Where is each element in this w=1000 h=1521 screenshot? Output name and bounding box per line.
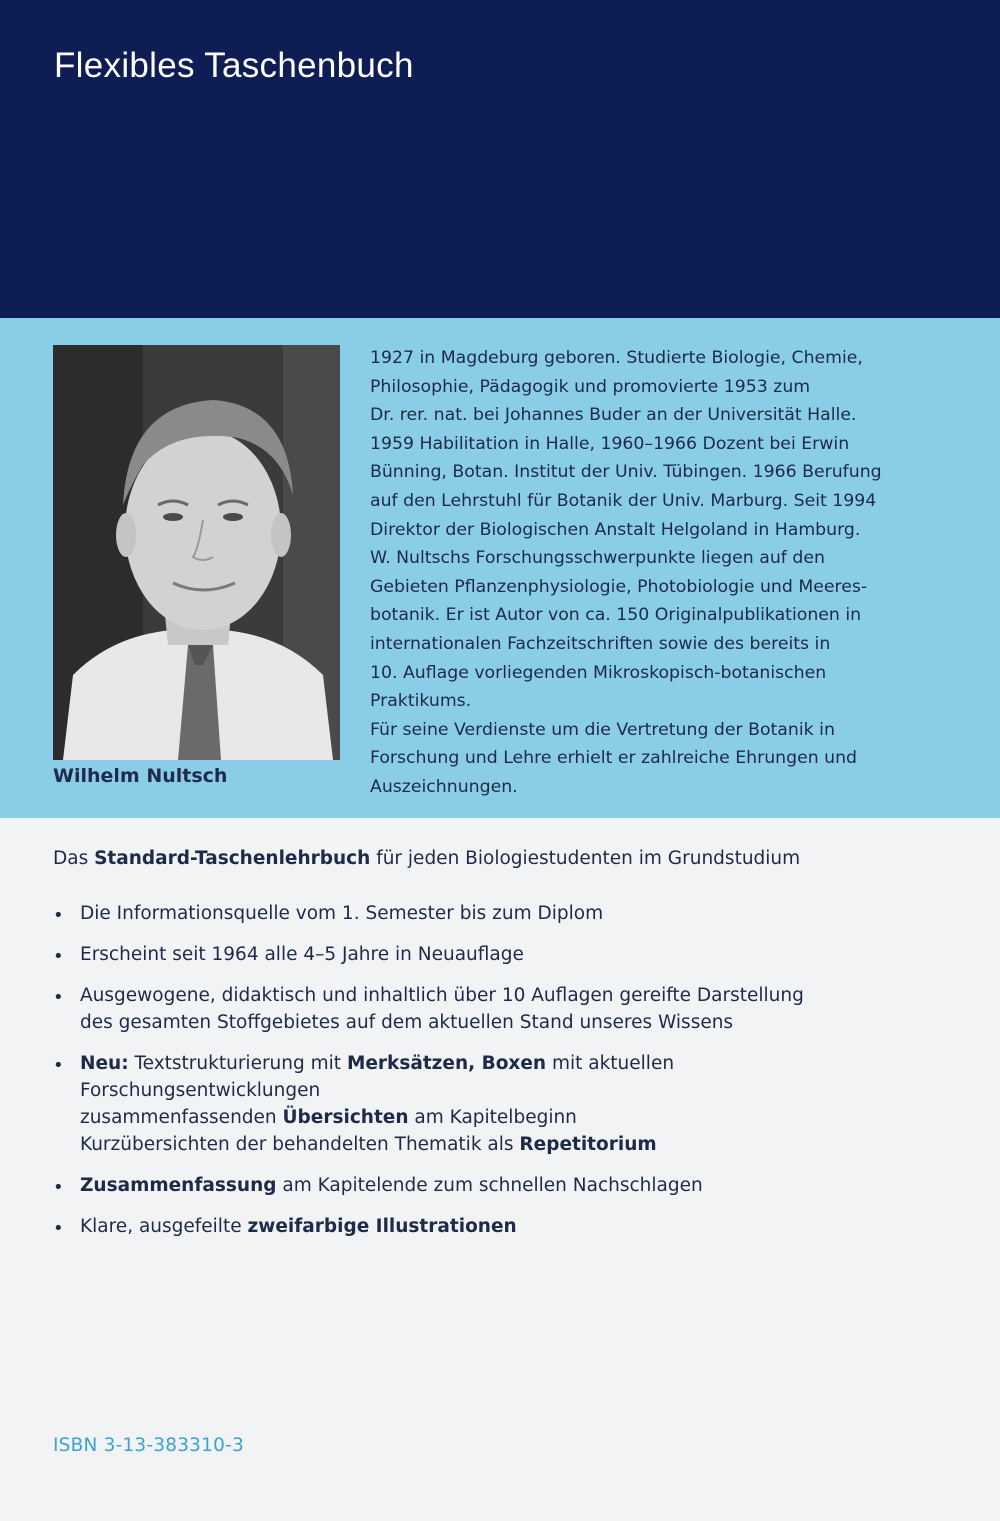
feature-text-part: zusammenfassenden bbox=[80, 1107, 283, 1128]
feature-text-part: Kurzübersichten der behandelten Thematik als bbox=[80, 1134, 520, 1155]
isbn: ISBN 3-13-383310-3 bbox=[53, 1435, 244, 1456]
bullet-icon: • bbox=[53, 905, 64, 926]
bio-line: 1927 in Magdeburg geboren. Studierte Biologie, Chemie, bbox=[370, 348, 863, 368]
feature-list bbox=[53, 900, 953, 1254]
bio-line: Bünning, Botan. Institut der Univ. Tübingen. 1966 Berufung bbox=[370, 462, 882, 483]
bio-line: internationalen Fachzeitschriften sowie des bereits in bbox=[370, 633, 831, 654]
feature-bold: Repetitorium bbox=[519, 1134, 657, 1155]
intro-suffix: für jeden Biologiestudenten im Grundstudium bbox=[370, 848, 801, 869]
feature-item bbox=[53, 982, 953, 1036]
series-title: Flexibles Taschenbuch bbox=[54, 46, 414, 85]
bio-line: Dr. rer. nat. bei Johannes Buder an der Universität Halle. bbox=[370, 405, 857, 426]
feature-text: Ausgewogene, didaktisch und inhaltlich über 10 Auflagen gereifte Darstellung bbox=[80, 985, 804, 1006]
feature-text-part: Klare, ausgefeilte bbox=[80, 1216, 248, 1237]
feature-bold: Merksätzen, Boxen bbox=[346, 1053, 547, 1074]
feature-item bbox=[53, 900, 953, 927]
bullet-icon: • bbox=[53, 946, 64, 967]
feature-bold: Zusammenfassung bbox=[80, 1175, 277, 1196]
feature-bold: Neu: bbox=[80, 1053, 129, 1074]
bio-line: W. Nultschs Forschungsschwerpunkte liegen auf den bbox=[370, 548, 825, 569]
feature-item bbox=[53, 1050, 953, 1158]
feature-text: des gesamten Stoffgebietes auf dem aktuellen Stand unseres Wissens bbox=[80, 1012, 734, 1033]
feature-text bbox=[80, 1050, 953, 1077]
intro-bold: Standard-Taschenlehrbuch bbox=[94, 848, 371, 869]
bio-line: 1959 Habilitation in Halle, 1960–1966 Dozent bei Erwin bbox=[370, 433, 850, 454]
author-portrait bbox=[53, 345, 340, 760]
feature-text bbox=[80, 1131, 953, 1158]
bio-line: Direktor der Biologischen Anstalt Helgoland in Hamburg. bbox=[370, 519, 861, 540]
feature-item bbox=[53, 1213, 953, 1240]
feature-text-part: am Kapitelbeginn bbox=[408, 1107, 577, 1128]
feature-text: Erscheint seit 1964 alle 4–5 Jahre in Neuauflage bbox=[80, 944, 524, 965]
bullet-icon: • bbox=[53, 1177, 64, 1198]
bio-line: 10. Auflage vorliegenden Mikroskopisch-botanischen bbox=[370, 662, 827, 683]
feature-text bbox=[80, 1172, 953, 1199]
bio-line: Für seine Verdienste um die Vertretung der Botanik in bbox=[370, 719, 835, 740]
feature-text bbox=[80, 1104, 953, 1131]
feature-text: Die Informationsquelle vom 1. Semester bis zum Diplom bbox=[80, 903, 604, 924]
author-bio bbox=[370, 344, 970, 802]
top-band bbox=[0, 0, 1000, 318]
bullet-icon: • bbox=[53, 987, 64, 1008]
intro-prefix: Das bbox=[53, 848, 95, 869]
feature-bold: Übersichten bbox=[282, 1107, 409, 1128]
book-intro bbox=[53, 848, 953, 869]
feature-text-part: mit aktuellen bbox=[546, 1053, 675, 1074]
feature-text: Forschungsentwicklungen bbox=[80, 1080, 321, 1101]
author-name: Wilhelm Nultsch bbox=[53, 765, 228, 787]
feature-text-part: am Kapitelende zum schnellen Nachschlagen bbox=[276, 1175, 703, 1196]
bio-line: Gebieten Pflanzenphysiologie, Photobiologie und Meeres- bbox=[370, 576, 868, 597]
feature-item bbox=[53, 1172, 953, 1199]
bio-line: Philosophie, Pädagogik und promovierte 1953 zum bbox=[370, 376, 811, 397]
bio-line: Auszeichnungen. bbox=[370, 776, 518, 797]
bullet-icon: • bbox=[53, 1218, 64, 1239]
bullet-icon: • bbox=[53, 1055, 64, 1076]
bio-line: auf den Lehrstuhl für Botanik der Univ. Marburg. Seit 1994 bbox=[370, 490, 877, 511]
bio-line: botanik. Er ist Autor von ca. 150 Originalpublikationen in bbox=[370, 605, 862, 626]
feature-text-part: Textstrukturierung mit bbox=[128, 1053, 347, 1074]
bio-line: Praktikums. bbox=[370, 691, 472, 712]
portrait-photo bbox=[53, 345, 340, 760]
feature-bold: zweifarbige Illustrationen bbox=[247, 1216, 517, 1237]
bio-line: Forschung und Lehre erhielt er zahlreiche Ehrungen und bbox=[370, 748, 858, 769]
feature-text bbox=[80, 1213, 953, 1240]
feature-item bbox=[53, 941, 953, 968]
